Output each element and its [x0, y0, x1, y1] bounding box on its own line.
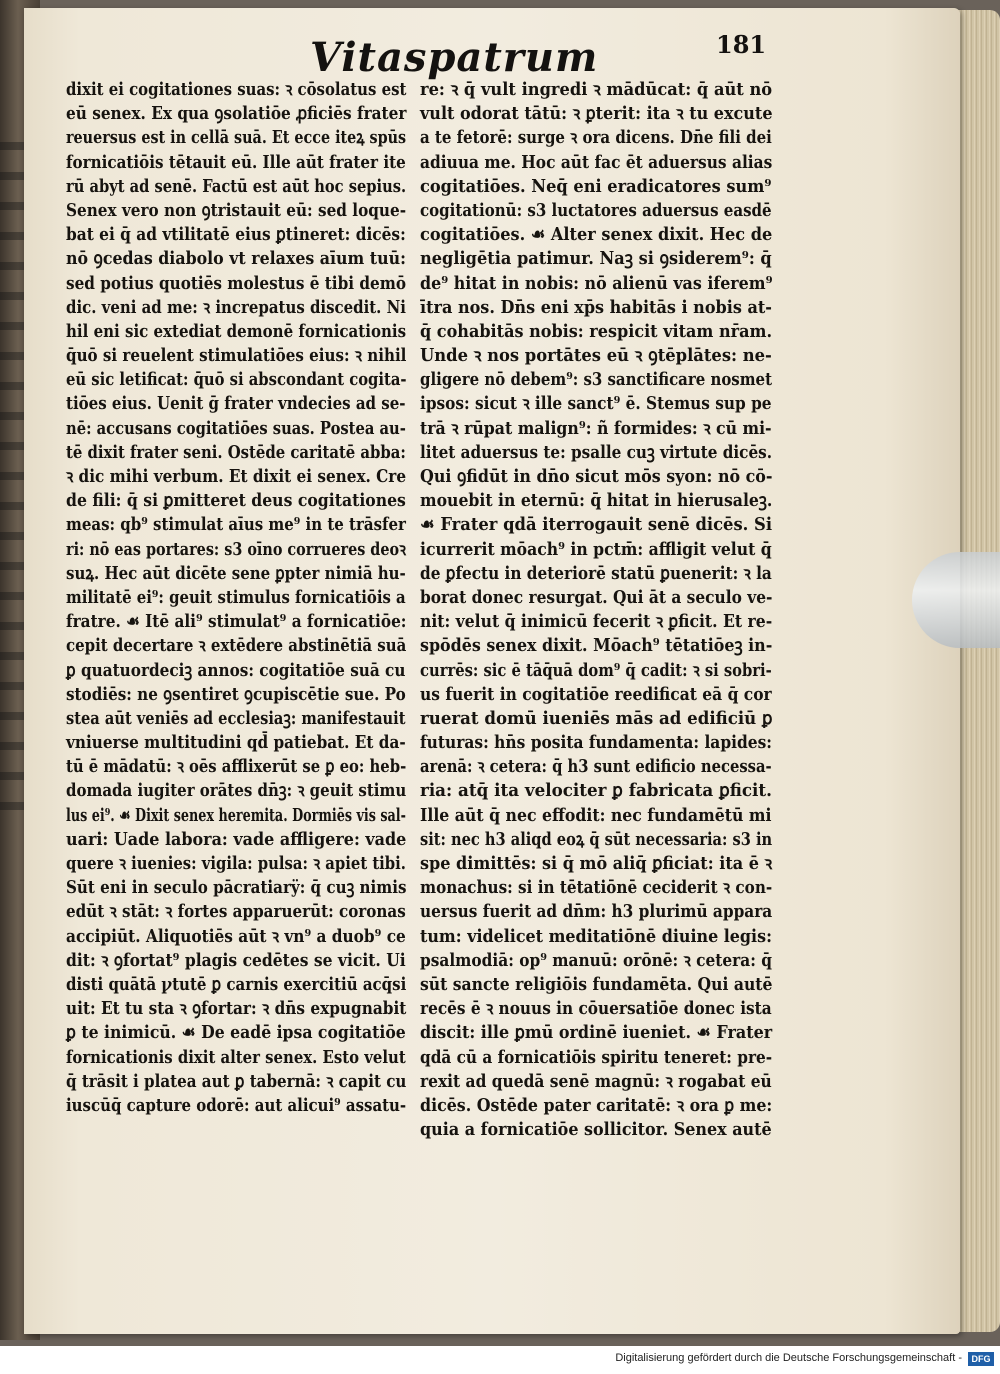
text-line: dicēs. Ostēde pater caritatē: ꝛ ora ꝑ me: [420, 1094, 773, 1116]
dfg-logo: DFG [968, 1352, 994, 1366]
text-line: Unde ꝛ nos portātes eū ꝛ ꝯtēplātes: ne- [420, 345, 772, 367]
text-line: cogitatiōes. ☙ Alter senex dixit. Hec de [420, 224, 773, 246]
text-line: sed potius quotiēs molestus ē tibi demō [66, 272, 407, 294]
text-line: cepit decertare ꝛ extēdere abstinētiā suā [66, 635, 407, 657]
text-line: uari: Uade labora: vade affligere: vade [66, 828, 407, 850]
text-line: stea aūt veniēs ad ecclesiaꝫ: manifestauit [66, 707, 406, 729]
text-line: rexit ad quedā senē magnū: ꝛ rogabat eū [420, 1070, 772, 1092]
text-line: ītra nos. Dn̄s eni xp̄s habitās i nobis at- [420, 296, 772, 318]
text-line: tiōes eius. Uenit ḡ frater vndecies ad se- [66, 393, 406, 415]
text-line: negligētia patimur. Naꝫ si ꝯsiderem⁹: q̄ [420, 248, 772, 270]
text-line: ☙ Frater qdā iterrogauit senē dicēs. Si [420, 514, 773, 536]
page-fore-edge [958, 10, 1000, 1332]
text-line: qdā cū a fornicatiōis spiritu teneret: pre- [420, 1046, 773, 1068]
text-line: futuras: hn̄s posita fundamenta: lapides: [420, 732, 773, 754]
text-line: tū ē mādatū: ꝛ oēs afflixerūt se ꝑ eo: heb- [66, 756, 407, 778]
text-line: edūt ꝛ stāt: ꝛ fortes apparuerūt: coronas [66, 901, 406, 923]
text-line: spōdēs senex dixit. Mōach⁹ tētatiōeꝫ in- [420, 635, 773, 657]
text-line: tē dixit frater seni. Ostēde caritatē abba: [66, 441, 406, 463]
text-line: spe dimittēs: si q̄ mō aliq̄ ꝑficiat: ita ē ꝛ [420, 853, 773, 874]
text-line: dit: ꝛ ꝯfortat⁹ plagis cedētes se vicit. Ui [66, 949, 406, 971]
text-line: eū senex. Ex qua ꝯsolatiōe ꝓficiēs frater [66, 103, 407, 125]
text-line: ipsos: sicut ꝛ ille sanct⁹ ē. Stemus sup pe [420, 393, 772, 415]
text-line: nē: accusans cogitatiōes suas. Postea au- [66, 417, 406, 439]
text-line: quia a fornicatiōe sollicitor. Senex autē [420, 1119, 772, 1141]
text-line: uit: Et tu sta ꝛ ꝯfortar: ꝛ dn̄s expugnabit [66, 998, 407, 1020]
text-line: vult odorat tātū: ꝛ ꝑterit: ita ꝛ tu excute [420, 103, 773, 125]
text-line: meas: qb⁹ stimulat aīus me⁹ in te trāsfer [66, 514, 406, 536]
text-line: Qui ꝯfidūt in dn̄o sicut mōs syon: nō cō- [420, 466, 773, 487]
text-line: ꝑ te inimicū. ☙ De eadē ipsa cogitatiōe [66, 1022, 406, 1044]
text-line: de ꝑfectu in deteriorē statū ꝑuenerit: ꝛ la [420, 562, 772, 584]
text-line: nō ꝯcedas diabolo vt relaxes aīum tuū: [66, 248, 406, 270]
text-line: stodiēs: ne ꝯsentiret ꝯcupiscētie sue. Po [66, 683, 406, 705]
text-line: fornicatiōis tētauit eū. Ille aūt frater ite [66, 151, 406, 173]
text-line: litet aduersus te: psalle cuꝫ virtute dicēs. [420, 441, 773, 463]
text-line: re: ꝛ q̄ vult ingredi ꝛ mādūcat: q̄ aūt nō [420, 79, 773, 100]
text-line: ria: atq̄ ita velociter ꝑ fabricata ꝑficit. [420, 780, 772, 802]
text-line: a te fetorē: surge ꝛ ora dicens. Dn̄e fili dei [420, 127, 772, 149]
text-line: cogitationū: s3 luctatores aduersus easdē [420, 199, 772, 221]
text-line: recēs ē ꝛ nouus in cōuersatiōe donec ista [420, 998, 772, 1020]
footer-bar [0, 1346, 1000, 1374]
text-line: iuscūq̄ capture odorē: aut alicui⁹ assatu- [66, 1094, 407, 1116]
text-line: currēs: sic ē tāq̄uā dom⁹ q̄ cadit: ꝛ si sobri- [420, 659, 772, 681]
text-line: borat donec resurgat. Qui āt a seculo ve- [420, 586, 773, 608]
text-column-left [66, 78, 406, 1118]
text-line: eū sic letificat: q̄uō si abscondant cogita- [66, 369, 407, 391]
text-line: rū abyt ad senē. Factū est aūt hoc sepius. [66, 175, 407, 197]
text-line: sit: nec h3 aliqd eoꝝ q̄ sūt necessaria: s3 in [420, 828, 773, 850]
text-line: arenā: ꝛ cetera: q̄ h3 sunt edificio necessa- [420, 756, 772, 778]
text-line: q̄ trāsit i platea aut ꝑ tabernā: ꝛ capit cu [66, 1070, 407, 1092]
text-column-right [420, 78, 772, 1142]
text-line: nit: velut q̄ inimicū fecerit ꝛ ꝑficit. Et re- [420, 611, 773, 633]
text-line: fornicationis dixit alter senex. Esto velut [66, 1046, 406, 1068]
text-line: discit: ille ꝑmū ordinē iueniet. ☙ Frater [420, 1022, 773, 1044]
page-clip [912, 552, 1000, 648]
text-line: militatē ei⁹: geuit stimulus fornicatiōis a [66, 586, 406, 608]
text-line: ri: nō eas portares: s3 oīno corrueres deoꝛ [66, 538, 406, 560]
text-line: Ille aūt q̄ nec effodit: nec fundamētū mi [420, 804, 772, 826]
text-line: trā ꝛ rūpat malign⁹: ñ formides: ꝛ cū mi- [420, 417, 772, 439]
text-line: dic. veni ad me: ꝛ increpatus discedit. Ni [66, 296, 406, 318]
text-line: psalmodiā: op⁹ manuū: orōnē: ꝛ cetera: q̄ [420, 949, 772, 971]
folio-number: 181 [716, 30, 767, 59]
text-line: ꝑ quatuordeciꝫ annos: cogitatiōe suā cu [66, 659, 406, 681]
text-line: q̄ cohabitās nobis: respicit vitam nr̄am. [420, 320, 773, 342]
text-line: mouebit in eternū: q̄ hitat in hierusaleꝫ. [420, 490, 773, 512]
text-line: cogitatiōes. Neq̄ eni eradicatores sum⁹ [420, 175, 772, 197]
text-line: ruerat domū iueniēs mās ad edificiū ꝑ [420, 707, 773, 729]
text-line: monachus: si in tētatiōnē ceciderit ꝛ con- [420, 877, 773, 899]
text-line: uersus fuerit ad dn̄m: h3 plurimū appara [420, 901, 773, 923]
text-line: de fili: q̄ si ꝑmitteret deus cogitationes [66, 490, 406, 512]
text-line: de⁹ hitat in nobis: nō alienū vas iferem⁹ [420, 272, 773, 294]
running-head: Vitaspatrum [310, 34, 599, 81]
text-line: adiuua me. Hoc aūt fac ēt aduersus alias [420, 151, 773, 173]
text-line: dixit ei cogitationes suas: ꝛ cōsolatus est [66, 79, 407, 100]
text-line: q̄uō si reuelent stimulatiōes eius: ꝛ nihil [66, 345, 407, 367]
text-line: vniuerse multitudini qd̄ patiebat. Et da- [66, 732, 406, 754]
text-line: Sūt eni in seculo pācratiarÿ: q̄ cuꝫ nimis [66, 877, 407, 899]
text-line: accipiūt. Aliquotiēs aūt ꝛ vn⁹ a duob⁹ ce [66, 925, 406, 947]
text-line: tum: videlicet meditatiōnē diuine legis: [420, 925, 772, 947]
text-line: lus ei⁹. ☙ Dixit senex heremita. Dormiēs vis sal- [66, 804, 406, 826]
text-line: us fuerit in cogitatiōe reedificat eā q̄ cor [420, 683, 772, 705]
text-line: icurrerit mōach⁹ in pctm̄: affligit velut q̄ [420, 538, 772, 560]
text-line: reuersus est in cellā suā. Et ecce iteꝝ spūs [66, 127, 407, 149]
text-line: disti quātā ꝩtutē ꝑ carnis exercitiū acq̄si [66, 973, 407, 995]
text-line: domada iugiter orātes dn̄ꝫ: ꝛ geuit stimu [66, 780, 407, 802]
text-line: suꝝ. Hec aūt dicēte sene ꝑpter nimiā hu- [66, 562, 406, 584]
funding-notice: Digitalisierung gefördert durch die Deutsche Forschungsgemeinschaft - [615, 1352, 962, 1364]
text-line: quere ꝛ iuenies: vigila: pulsa: ꝛ apiet tibi. [66, 853, 406, 874]
text-line: ꝛ dic mihi verbum. Et dixit ei senex. Cre [66, 466, 407, 487]
text-line: fratre. ☙ Itē ali⁹ stimulat⁹ a fornicatiōe: [66, 611, 407, 633]
text-line: gligere nō debem⁹: s3 sanctificare nosmet [420, 369, 772, 391]
text-line: hil eni sic extediat demonē fornicationis [66, 320, 407, 342]
text-line: bat ei q̄ ad vtilitatē eius ꝑtineret: dicēs: [66, 224, 406, 246]
text-line: Senex vero non ꝯtristauit eū: sed loque- [66, 199, 407, 221]
text-line: sūt sancte religiōis fundamēta. Qui autē [420, 973, 773, 995]
